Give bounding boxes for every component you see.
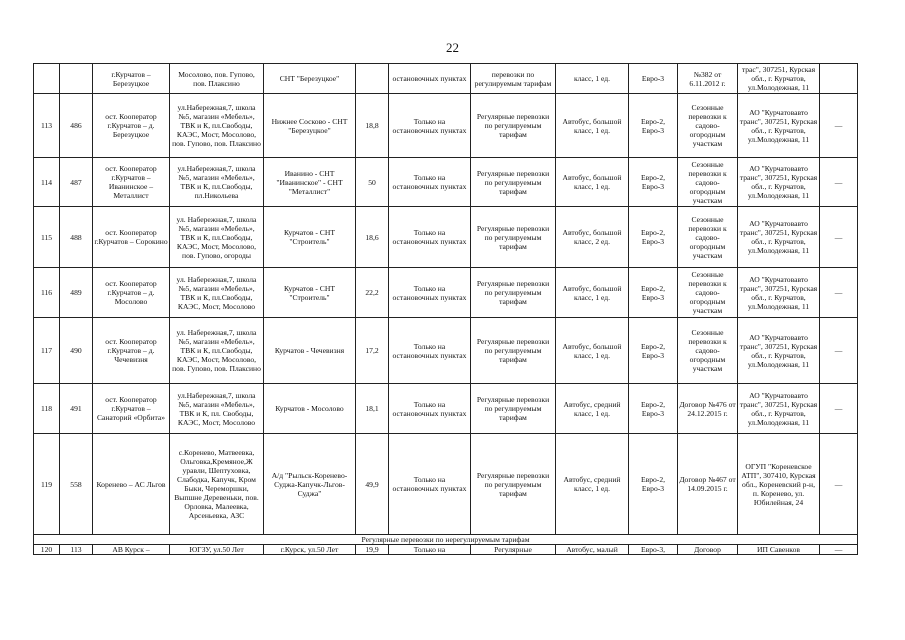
cell-vehicle: Автобус, большой класс, 1 ед. xyxy=(556,318,629,384)
table-row xyxy=(34,268,858,318)
cell-vehicle: Автобус, средний класс, 1 ед. xyxy=(556,384,629,434)
cell-carrier: АО "Курчатовавто транс", 307251, Курская обл., г. Курчатов, ул.Молодежная, 11 xyxy=(738,207,820,268)
cell-streets: ЮГЗУ, ул.50 Лет xyxy=(170,545,264,555)
cell-boarding: Только на остановочных пунктах xyxy=(389,158,471,207)
cell-reg-no: 489 xyxy=(60,268,93,318)
section-title: Регулярные перевозки по нерегулируемым тарифам xyxy=(34,535,858,545)
cell-note: — xyxy=(820,207,858,268)
cell-no xyxy=(34,64,60,94)
cell-length: 22,2 xyxy=(356,268,389,318)
cell-note xyxy=(820,64,858,94)
cell-no: 117 xyxy=(34,318,60,384)
cell-streets: ул.Набережная,7, школа №5, магазин «Мебель», ТВК и К, пл. Свободы, КАЭС, Мост, Мосолово xyxy=(170,384,264,434)
cell-no: 115 xyxy=(34,207,60,268)
table-row xyxy=(34,545,858,555)
cell-eco: Евро-2, Евро-3 xyxy=(629,207,678,268)
cell-stops: Курчатов - Мосолово xyxy=(264,384,356,434)
cell-reg-no: 113 xyxy=(60,545,93,555)
table-row xyxy=(34,434,858,535)
cell-type: Регулярные перевозки по регулируемым тарифам xyxy=(471,384,556,434)
routes-table xyxy=(33,63,858,555)
table-row-continued xyxy=(34,64,858,94)
cell-no: 113 xyxy=(34,94,60,158)
cell-note: — xyxy=(820,384,858,434)
cell-basis: Сезонные перевозки к садово-огородным участкам xyxy=(678,318,738,384)
cell-type: Регулярные перевозки по регулируемым тарифам xyxy=(471,158,556,207)
cell-type: Регулярные перевозки по регулируемым тарифам xyxy=(471,207,556,268)
cell-reg-no: 486 xyxy=(60,94,93,158)
table-row xyxy=(34,158,858,207)
cell-length: 19,9 xyxy=(356,545,389,555)
cell-stops: СНТ "Березуцкое" xyxy=(264,64,356,94)
cell-length: 17,2 xyxy=(356,318,389,384)
cell-stops: г.Курск, ул.50 Лет xyxy=(264,545,356,555)
cell-vehicle: Автобус, большой класс, 1 ед. xyxy=(556,158,629,207)
cell-streets: ул.Набережная,7, школа №5, магазин «Мебель», ТВК и К, пл.Свободы, пл.Никольева xyxy=(170,158,264,207)
cell-no: 119 xyxy=(34,434,60,535)
cell-carrier: АО "Курчатовавто транс", 307251, Курская обл., г. Курчатов, ул.Молодежная, 11 xyxy=(738,158,820,207)
cell-boarding: Только на остановочных пунктах xyxy=(389,268,471,318)
cell-length: 49,9 xyxy=(356,434,389,535)
cell-basis: №382 от 6.11.2012 г. xyxy=(678,64,738,94)
cell-vehicle: Автобус, большой класс, 2 ед. xyxy=(556,207,629,268)
cell-basis: Сезонные перевозки к садово-огородным участкам xyxy=(678,268,738,318)
cell-boarding: Только на остановочных пунктах xyxy=(389,434,471,535)
cell-eco: Евро-3 xyxy=(629,64,678,94)
cell-basis: Сезонные перевозки к садово-огородным участкам xyxy=(678,158,738,207)
cell-reg-no: 487 xyxy=(60,158,93,207)
cell-boarding: Только на остановочных пунктах xyxy=(389,207,471,268)
cell-route: ост. Кооператор г.Курчатов – д. Чечевизня xyxy=(93,318,170,384)
cell-vehicle: Автобус, средний класс, 1 ед. xyxy=(556,434,629,535)
cell-no: 118 xyxy=(34,384,60,434)
cell-length xyxy=(356,64,389,94)
cell-note: — xyxy=(820,434,858,535)
cell-route: ост. Кооператор г.Курчатов – д. Мосолово xyxy=(93,268,170,318)
cell-reg-no: 490 xyxy=(60,318,93,384)
cell-route: г.Курчатов – Березуцкое xyxy=(93,64,170,94)
cell-stops: Иванино - СНТ "Иванинское" - СНТ "Металлист" xyxy=(264,158,356,207)
cell-vehicle: класс, 1 ед. xyxy=(556,64,629,94)
cell-streets: Мосолово, пов. Гупово, пов. Плаксино xyxy=(170,64,264,94)
cell-no: 114 xyxy=(34,158,60,207)
page-number: 22 xyxy=(446,40,459,55)
cell-streets: ул. Набережная,7, школа №5, магазин «Мебель», ТВК и К, пл.Свободы, КАЭС, Мост, Мосолово, пов. Гупово, пов. Плаксино xyxy=(170,318,264,384)
cell-streets: ул. Набережная,7, школа №5, магазин «Мебель», ТВК и К, пл.Свободы, КАЭС, Мост, Мосолово xyxy=(170,268,264,318)
cell-eco: Евро-2, Евро-3 xyxy=(629,158,678,207)
cell-reg-no xyxy=(60,64,93,94)
cell-carrier: АО "Курчатовавто транс", 307251, Курская обл., г. Курчатов, ул.Молодежная, 11 xyxy=(738,384,820,434)
cell-route: АВ Курск – xyxy=(93,545,170,555)
cell-type: Регулярные перевозки по регулируемым тарифам xyxy=(471,434,556,535)
cell-type: перевозки по регулируемым тарифам xyxy=(471,64,556,94)
cell-boarding: остановочных пунктах xyxy=(389,64,471,94)
cell-vehicle: Автобус, большой класс, 1 ед. xyxy=(556,268,629,318)
cell-type: Регулярные перевозки по регулируемым тарифам xyxy=(471,94,556,158)
cell-route: ост. Кооператор г.Курчатов – Санаторий «Орбита» xyxy=(93,384,170,434)
cell-carrier: АО "Курчатовавто транс", 307251, Курская обл., г. Курчатов, ул.Молодежная, 11 xyxy=(738,318,820,384)
cell-basis: Договор №476 от 24.12.2015 г. xyxy=(678,384,738,434)
cell-carrier: АО "Курчатовавто транс", 307251, Курская обл., г. Курчатов, ул.Молодежная, 11 xyxy=(738,94,820,158)
cell-type: Регулярные перевозки по регулируемым тарифам xyxy=(471,318,556,384)
cell-length: 18,1 xyxy=(356,384,389,434)
cell-note: — xyxy=(820,158,858,207)
cell-stops: Курчатов - СНТ "Строитель" xyxy=(264,207,356,268)
cell-route: ост. Кооператор г.Курчатов – Иванинское – Металлист xyxy=(93,158,170,207)
cell-note: — xyxy=(820,545,858,555)
cell-stops: Курчатов - СНТ "Строитель" xyxy=(264,268,356,318)
cell-reg-no: 491 xyxy=(60,384,93,434)
cell-carrier: трас", 307251, Курская обл., г. Курчатов, ул.Молодежная, 11 xyxy=(738,64,820,94)
table-row xyxy=(34,318,858,384)
cell-eco: Евро-2, Евро-3 xyxy=(629,384,678,434)
cell-streets: ул.Набережная,7, школа №5, магазин «Мебель», ТВК и К, пл.Свободы, КАЭС, Мост, Мосолово, пов. Гупово, пов. Плаксино xyxy=(170,94,264,158)
cell-basis: Договор xyxy=(678,545,738,555)
cell-route: Коренево – АС Льгов xyxy=(93,434,170,535)
cell-basis: Сезонные перевозки к садово-огородным участкам xyxy=(678,207,738,268)
cell-stops: Нижнее Сосково - СНТ "Березуцкое" xyxy=(264,94,356,158)
cell-basis: Сезонные перевозки к садово-огородным участкам xyxy=(678,94,738,158)
cell-boarding: Только на остановочных пунктах xyxy=(389,318,471,384)
cell-no: 116 xyxy=(34,268,60,318)
cell-no: 120 xyxy=(34,545,60,555)
cell-eco: Евро-2, Евро-3 xyxy=(629,268,678,318)
cell-route: ост. Кооператор г.Курчатов – д. Березуцкое xyxy=(93,94,170,158)
cell-vehicle: Автобус, малый xyxy=(556,545,629,555)
cell-note: — xyxy=(820,318,858,384)
section-title-row xyxy=(34,535,858,545)
cell-length: 18,8 xyxy=(356,94,389,158)
cell-streets: ул. Набережная,7, школа №5, магазин «Мебель», ТВК и К, пл.Свободы, КАЭС, Мост, Мосолово, пов. Гупово, огороды xyxy=(170,207,264,268)
cell-reg-no: 488 xyxy=(60,207,93,268)
cell-eco: Евро-2, Евро-3 xyxy=(629,434,678,535)
cell-eco: Евро-3, xyxy=(629,545,678,555)
cell-carrier: ОГУП "Кореневское АТП", 307410, Курская обл., Кореневский р-н, п. Коренево, ул. Юбилейная, 24 xyxy=(738,434,820,535)
cell-vehicle: Автобус, большой класс, 1 ед. xyxy=(556,94,629,158)
cell-eco: Евро-2, Евро-3 xyxy=(629,94,678,158)
cell-boarding: Только на xyxy=(389,545,471,555)
cell-eco: Евро-2, Евро-3 xyxy=(629,318,678,384)
cell-reg-no: 558 xyxy=(60,434,93,535)
table-row xyxy=(34,94,858,158)
cell-note: — xyxy=(820,94,858,158)
cell-carrier: ИП Савенков xyxy=(738,545,820,555)
cell-type: Регулярные xyxy=(471,545,556,555)
cell-boarding: Только на остановочных пунктах xyxy=(389,384,471,434)
cell-type: Регулярные перевозки по регулируемым тарифам xyxy=(471,268,556,318)
table-row xyxy=(34,207,858,268)
cell-route: ост. Кооператор г.Курчатов – Сорокино xyxy=(93,207,170,268)
cell-boarding: Только на остановочных пунктах xyxy=(389,94,471,158)
cell-length: 50 xyxy=(356,158,389,207)
cell-basis: Договор №467 от 14.09.2015 г. xyxy=(678,434,738,535)
cell-note: — xyxy=(820,268,858,318)
cell-length: 18,6 xyxy=(356,207,389,268)
cell-stops: А/д "Рыльск-Коренево-Суджа-Капучк-Льгов-Суджа" xyxy=(264,434,356,535)
cell-stops: Курчатов - Чечевизня xyxy=(264,318,356,384)
cell-streets: с.Коренево, Матвеевка, Ольговка,Кремяное,Ж уравли, Шептуховка, Слабодка, Капучк, Кром Быки, Череморшки, Выпшне Деревеньки, пов. Орловка, Малеевка, Арсеньевка, АЗС xyxy=(170,434,264,535)
table-row xyxy=(34,384,858,434)
cell-carrier: АО "Курчатовавто транс", 307251, Курская обл., г. Курчатов, ул.Молодежная, 11 xyxy=(738,268,820,318)
